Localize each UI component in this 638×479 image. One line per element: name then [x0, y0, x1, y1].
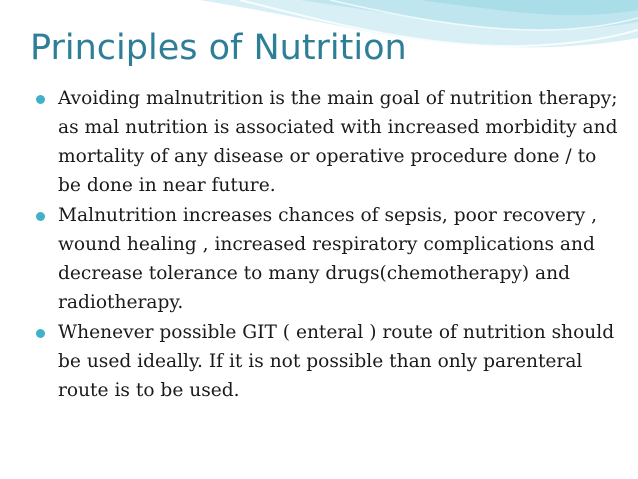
slide-title: Principles of Nutrition [30, 28, 407, 68]
bullet-dot-icon [36, 329, 45, 338]
bullet-text: Whenever possible GIT ( enteral ) route of nutrition should be used ideally. If it is not possible than only parenteral route is to be used. [58, 322, 615, 401]
bullet-text: Malnutrition increases chances of sepsis, poor recovery , wound healing , increased respiratory complications and decrease tolerance to many drugs(chemotherapy) and radiotherapy. [58, 205, 598, 313]
bullet-text: Avoiding malnutrition is the main goal of nutrition therapy; as mal nutrition is associated with increased morbidity and mortality of any disease or operative procedure done / to be done in near future. [58, 88, 618, 196]
bullet-dot-icon [36, 212, 45, 221]
bullet-list [34, 84, 619, 406]
bullet-item [34, 201, 619, 317]
bullet-item [34, 84, 619, 200]
bullet-dot-icon [36, 95, 45, 104]
bullet-item [34, 318, 619, 405]
